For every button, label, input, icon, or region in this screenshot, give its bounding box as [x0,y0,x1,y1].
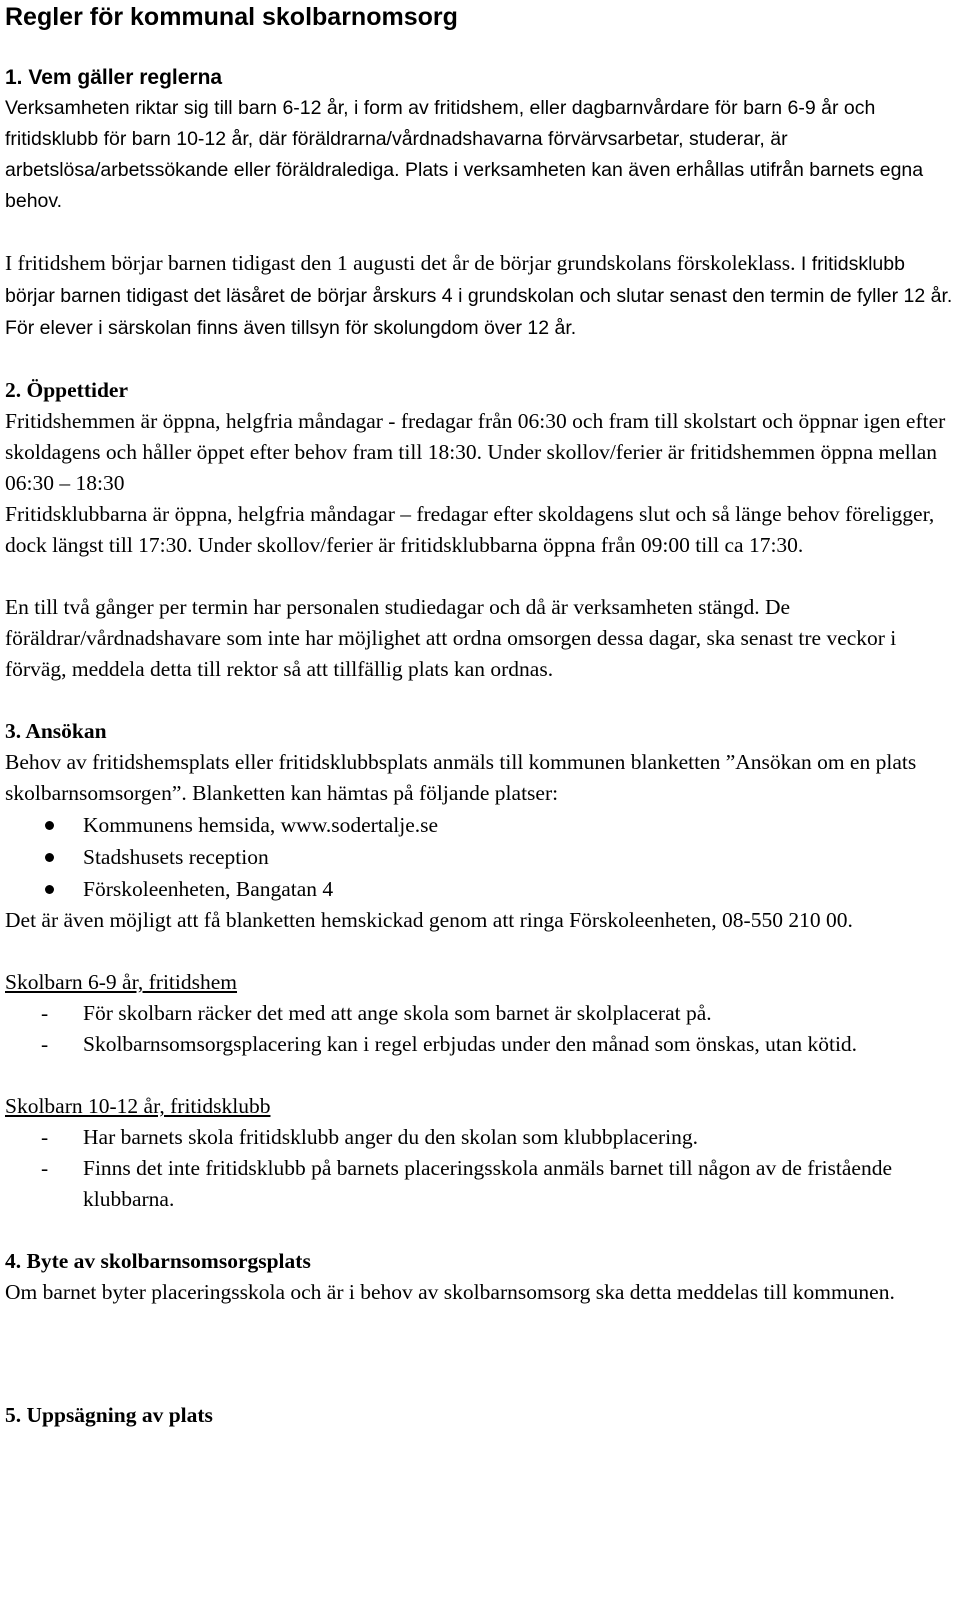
bullet-icon [45,885,54,894]
section-2-paragraph-1: Fritidshemmen är öppna, helgfria måndagar - fredagar från 06:30 och fram till skolstart och öppnar igen efter skoldagens och håller öppet efter behov fram till 18:30. Under skollov/ferier är fritidshemmen öppna mellan 06:30 – 18:30 [5,409,946,495]
section-3 [5,716,955,1215]
section-2 [5,375,955,685]
list-item [5,1122,955,1153]
section-4-paragraph: Om barnet byter placeringsskola och är i behov av skolbarnsomsorg ska detta meddelas till kommunen. [5,1280,895,1304]
dash-marker: - [41,1001,49,1025]
bullet-icon [45,821,54,830]
section-1-paragraph-2-serif: I fritidshem börjar barnen tidigast den 1 augusti det år de börjar grundskolans förskoleklass. [5,251,796,275]
bullet-text: Förskoleenheten, Bangatan 4 [83,877,334,901]
section-5 [5,1400,955,1431]
section-5-heading: 5. Uppsägning av plats [5,1403,213,1427]
section-1-paragraph-1: Verksamheten riktar sig till barn 6-12 år, i form av fritidshem, eller dagbarnvårdare för barn 6-9 år och fritidsklubb för barn 10-12 år, där föräldrarna/vårdnadshavarna förvärvsarbetar, studerar, är arbetslösa/arbetssökande eller föräldralediga. Plats i verksamheten kan även erhållas utifrån barnets egna behov. [5,97,924,212]
section-4 [5,1246,955,1308]
section-4-heading: 4. Byte av skolbarnsomsorgsplats [5,1249,311,1273]
list-item [5,841,955,873]
subsection-6-9-list [5,998,955,1060]
bullet-text: Kommunens hemsida, www.sodertalje.se [83,813,439,837]
dash-marker: - [41,1125,49,1149]
bullet-text: Stadshusets reception [83,845,269,869]
list-item [5,873,955,905]
document-page [5,0,955,1431]
section-2-paragraph-3: En till två gånger per termin har personalen studiedagar och då är verksamheten stängd. De föräldrar/vårdnadshavare som inte har möjlighet att ordna omsorgen dessa dagar, ska senast tre veckor i förväg, meddela detta till rektor så att tillfällig plats kan ordnas. [5,595,897,681]
subsection-10-12-list [5,1122,955,1215]
section-3-bullet-list [5,809,955,905]
list-item-text: Finns det inte fritidsklubb på barnets placeringsskola anmäls barnet till någon av de fristående klubbarna. [83,1156,893,1211]
list-item [5,809,955,841]
bullet-icon [45,853,54,862]
section-3-outro: Det är även möjligt att få blanketten hemskickad genom att ringa Förskoleenheten, 08-550 210 00. [5,908,853,932]
list-item [5,1029,955,1060]
list-item-text: Skolbarnsomsorgsplacering kan i regel erbjudas under den månad som önskas, utan kötid. [83,1032,858,1056]
list-item [5,998,955,1029]
section-1-paragraph-2-sans: I fritidsklubb börjar barnen tidigast det läsåret de börjar årskurs 4 i grundskolan och slutar senast den termin de fyller 12 år. För elever i särskolan finns även tillsyn för skolungdom över 12 år. [5,253,953,339]
section-3-heading: 3. Ansökan [5,719,107,743]
subsection-6-9-heading: Skolbarn 6-9 år, fritidshem [5,970,238,994]
section-2-paragraph-2: Fritidsklubbarna är öppna, helgfria måndagar – fredagar efter skoldagens slut och så länge behov föreligger, dock längst till 17:30. Under skollov/ferier är fritidsklubbarna öppna från 09:00 till ca 17:30. [5,502,935,557]
section-3-intro: Behov av fritidshemsplats eller fritidsklubbsplats anmäls till kommunen blanketten ”Ansökan om en plats skolbarnsomsorgen”. Blanketten kan hämtas på följande platser: [5,750,917,805]
list-item-text: För skolbarn räcker det med att ange skola som barnet är skolplacerat på. [83,1001,712,1025]
list-item [5,1153,955,1215]
page-title: Regler för kommunal skolbarnomsorg [5,3,458,31]
subsection-10-12-heading: Skolbarn 10-12 år, fritidsklubb [5,1094,271,1118]
section-1-heading: 1. Vem gäller reglerna [5,66,223,89]
section-1 [5,62,955,344]
dash-marker: - [41,1156,49,1180]
section-2-heading: 2. Öppettider [5,378,129,402]
section-1-paragraph-2 [5,248,955,344]
dash-marker: - [41,1032,49,1056]
list-item-text: Har barnets skola fritidsklubb anger du den skolan som klubbplacering. [83,1125,698,1149]
